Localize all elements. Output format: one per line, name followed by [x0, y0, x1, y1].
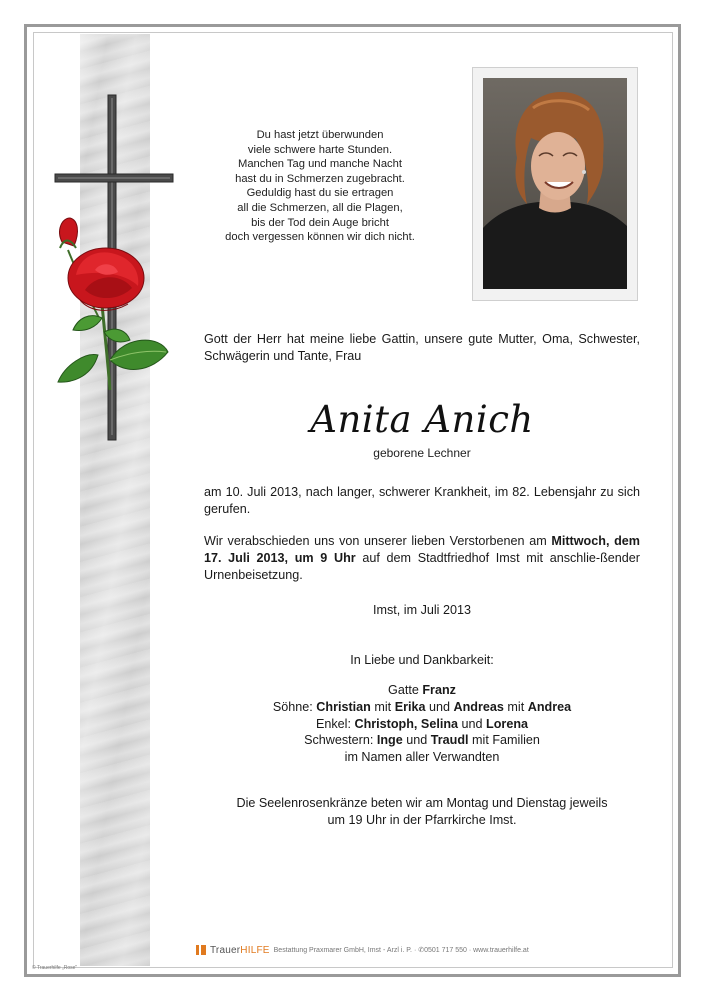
footer	[196, 943, 529, 957]
footer-logo: TrauerHILFE	[210, 944, 270, 956]
place-date: Imst, im Juli 2013	[373, 603, 471, 617]
trauerhilfe-logo-icon	[196, 945, 206, 955]
family-relatives: im Namen aller Verwandten	[344, 750, 500, 765]
copyright: © Trauerhilfe „Rose"	[32, 965, 78, 971]
farewell-date: Mittwoch, dem 17. Juli 2013, um 9 Uhr	[204, 534, 640, 565]
poem-line: Du hast jetzt überwunden	[256, 129, 384, 141]
poem-line: all die Schmerzen, all die Plagen,	[237, 201, 403, 214]
poem-line: Geduldig hast du sie ertragen	[246, 187, 394, 200]
intro-text: Gott der Herr hat meine liebe Gattin, unsere gute Mutter, Oma, Schwester, Schwägerin und Tante, Frau	[204, 332, 640, 363]
portrait-photo	[483, 78, 627, 289]
rosary-notice	[204, 795, 640, 829]
poem-line: bis der Tod dein Auge bricht	[251, 216, 389, 229]
rosebud-icon	[60, 218, 78, 246]
leaf-icon	[110, 340, 168, 369]
poem-line: doch vergessen können wir dich nicht.	[225, 231, 415, 244]
farewell-part2: auf dem Stadtfriedhof Imst mit anschlie-ßender Urnenbeisetzung.	[204, 550, 640, 582]
poem-line: viele schwere harte Stunden.	[247, 143, 393, 156]
family-sisters: Schwestern: Inge und Traudl mit Familien	[304, 733, 540, 748]
leaf-icon	[58, 355, 98, 383]
rosary-line: Die Seelenrosenkränze beten wir am Montag und Dienstag jeweils	[236, 796, 608, 810]
family-list	[204, 682, 640, 766]
poem	[200, 128, 440, 245]
rose-icon	[68, 248, 144, 310]
farewell-part1: Wir verabschieden uns von unserer lieben Verstorbenen am	[204, 534, 552, 548]
maiden-name: geborene Lechner	[373, 446, 471, 460]
deceased-name: Anita Anich	[310, 398, 534, 441]
family-sons: Söhne: Christian mit Erika und Andreas mit Andrea	[272, 699, 572, 714]
gratitude-line: In Liebe und Dankbarkeit:	[350, 653, 494, 667]
rosary-line: um 19 Uhr in der Pfarrkirche Imst.	[327, 812, 517, 827]
farewell-text	[204, 533, 640, 583]
footer-text: Bestattung Praxmarer GmbH, Imst - Arzl i. P. · ✆0501 717 550 · www.trauerhilfe.at	[273, 947, 529, 954]
family-grandchildren: Enkel: Christoph, Selina und Lorena	[315, 716, 529, 731]
poem-line: hast du in Schmerzen zugebracht.	[235, 172, 405, 185]
family-husband: Gatte Franz	[388, 683, 456, 697]
death-notice: am 10. Juli 2013, nach langer, schwerer Krankheit, im 82. Lebensjahr zu sich gerufen.	[204, 485, 640, 516]
poem-line: Manchen Tag und manche Nacht	[238, 158, 402, 171]
leaf-icon	[73, 316, 102, 331]
cross-with-rose-icon	[40, 90, 180, 445]
